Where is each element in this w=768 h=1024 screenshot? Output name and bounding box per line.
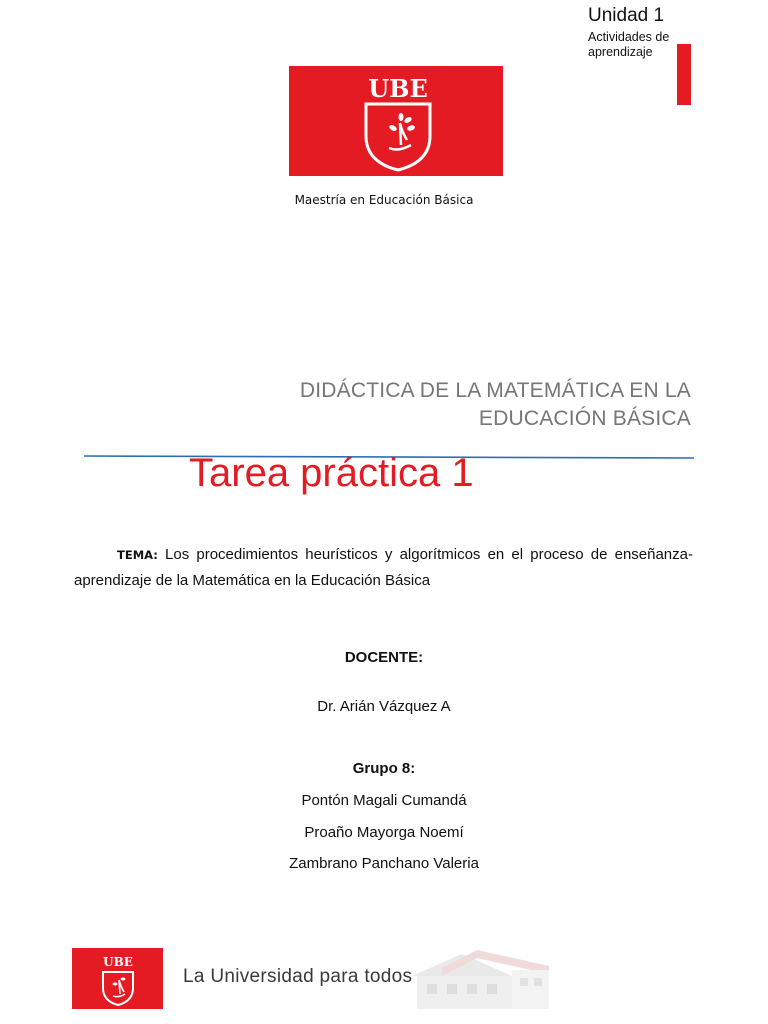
footer-banner [72,946,549,1009]
tema-paragraph [74,542,693,594]
tema-label: TEMA: [117,548,158,562]
footer-logo-text: UBE [103,955,133,969]
footer-logo-graphic [72,948,163,1009]
footer-logo [72,948,163,1009]
course-title-line-2: EDUCACIÓN BÁSICA [478,407,691,430]
docente-label: DOCENTE: [344,649,424,666]
ube-logo-graphic [289,66,503,176]
unit-subtitle: Actividades de aprendizaje [588,30,670,59]
course-title [200,377,691,433]
building-watermark-graphic [402,946,549,1009]
course-title-line-1: DIDÁCTICA DE LA MATEMÁTICA EN LA [299,379,691,402]
accent-bar [677,44,691,105]
tema-text: Los procedimientos heurísticos y algorítmicos en el proceso de enseñanza-aprendizaje de la Matemática en la Educación Básica [74,546,693,589]
ube-logo [289,66,503,176]
docente-name: Dr. Arián Vázquez A [317,698,451,715]
logo-text: UBE [368,74,428,103]
program-name: Maestría en Educación Básica [294,193,474,207]
footer-building-watermark [402,946,549,1009]
group-member: Pontón Magali Cumandá [301,792,467,809]
group-member: Zambrano Panchano Valeria [289,855,479,872]
task-title: Tarea práctica 1 [189,451,474,495]
group-member: Proaño Mayorga Noemí [304,824,464,841]
footer-slogan: La Universidad para todos [183,966,413,987]
unit-title: Unidad 1 [588,5,665,26]
group-label: Grupo 8: [352,760,416,777]
title-divider [84,446,694,450]
